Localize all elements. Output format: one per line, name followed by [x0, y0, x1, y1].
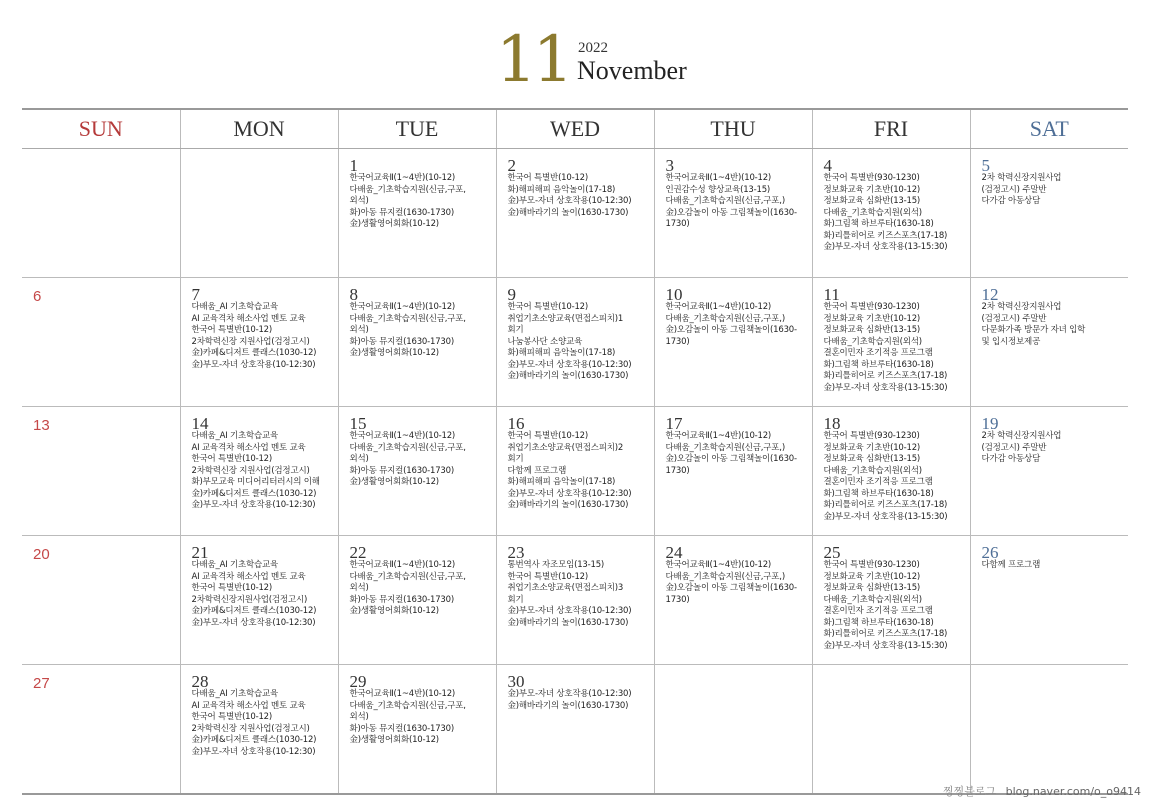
day-number: 17 [665, 414, 683, 433]
event-item: 한국어 특별반(10-12) [191, 325, 272, 335]
event-item: 한국어교육Ⅱ(1~4반)(10-12) [665, 560, 772, 570]
event-item: 나눔봉사단 소양교육 [507, 336, 583, 347]
event-item: 화)그림책 하브루타(1630-18) [823, 617, 934, 628]
event-item: 결혼이민자 조기적응 프로그램 [823, 606, 933, 616]
event-item: 다가감 아동상담 [981, 454, 1041, 464]
day-number: 28 [191, 672, 209, 691]
day-cell [338, 536, 496, 665]
day-cell [180, 536, 338, 665]
event-item: 결혼이민자 조기적응 프로그램 [823, 348, 933, 358]
day-cell [22, 665, 180, 795]
event-item: 화)아동 뮤지컬(1630-1730) [349, 465, 454, 476]
event-item: 金)생활영어회화(10-12) [349, 606, 439, 616]
event-item: 金)부모-자녀 상호작용(10-12:30) [507, 606, 632, 616]
event-item: 정보화교육 심화반(13-15) [823, 196, 921, 206]
event-item: 金)생활영어회화(10-12) [349, 219, 439, 229]
day-cell [22, 149, 180, 278]
day-cell [654, 536, 812, 665]
day-number: 8 [349, 285, 358, 304]
day-number: 13 [33, 417, 50, 434]
event-item: 金)생활영어회화(10-12) [349, 477, 439, 487]
event-item: 다배움_기초학습지원(외석) [823, 465, 922, 476]
event-item: 金)부모-자녀 상호작용(10-12:30) [191, 746, 316, 757]
event-item: 金)카페&디저트 클래스(1030-12) [191, 488, 317, 499]
event-item: 다배움_AI 기초학습교육 [191, 431, 279, 441]
event-item: 金)오감놀이 아동 그림책놀이(1630-1730) [665, 325, 797, 347]
event-item: 2차 학력신장지원사업 (검정고시) 주말반 [981, 173, 1062, 195]
weekday-sun: SUN [22, 109, 180, 149]
day-cell [180, 278, 338, 407]
event-item: 인권감수성 향상교육(13-15) [665, 184, 771, 195]
event-item: 한국어 특별반(10-12) [507, 173, 588, 183]
event-item: 다문화가족 방문가 자녀 입학 및 입시정보제공 [981, 325, 1086, 347]
weekday-sat: SAT [970, 109, 1128, 149]
event-item: AI 교육격차 해소사업 멘토 교육 [191, 571, 306, 582]
event-item: 결혼이민자 조기적응 프로그램 [823, 477, 933, 487]
event-item: 정보화교육 심화반(13-15) [823, 583, 921, 593]
event-item: 화)아동 뮤지컬(1630-1730) [349, 723, 454, 734]
month-number: 11 [496, 23, 570, 97]
footer-brand: 찡찡블로그 [942, 785, 997, 798]
event-item: 金)해바라기의 놀이(1630-1730) [507, 500, 629, 510]
day-cell [970, 665, 1128, 795]
calendar-grid [22, 108, 1128, 795]
day-cell [812, 665, 970, 795]
event-item: 다배움_기초학습지원(신금,구포, 외석) [349, 313, 466, 335]
event-item: 한국어교육Ⅱ(1~4반)(10-12) [665, 302, 772, 312]
event-item: 한국어 특별반(10-12) [507, 302, 588, 312]
event-item: 한국어 특별반(10-12) [507, 431, 588, 441]
day-number: 27 [33, 675, 50, 692]
day-cell [338, 407, 496, 536]
weekday-thu: THU [654, 109, 812, 149]
event-item: 金)부모-자녀 상호작용(13-15:30) [823, 382, 948, 393]
day-number: 15 [349, 414, 367, 433]
week-row [22, 149, 1128, 278]
day-number: 22 [349, 543, 367, 562]
event-item: 화)리틀히어로 키즈스포츠(17-18) [823, 500, 948, 510]
event-item: 정보화교육 심화반(13-15) [823, 325, 921, 335]
day-cell [812, 407, 970, 536]
day-number: 19 [981, 414, 999, 433]
event-item: 다가감 아동상담 [981, 196, 1041, 206]
event-item: 한국어 특별반(10-12) [507, 571, 588, 582]
event-item: 다배움_AI 기초학습교육 [191, 560, 279, 570]
week-row [22, 407, 1128, 536]
event-item: 다배움_기초학습지원(신금,구포,) [665, 313, 785, 324]
day-number: 16 [507, 414, 525, 433]
event-item: 金)생활영어회화(10-12) [349, 348, 439, 358]
event-item: 2차 학력신장지원사업 (검정고시) 주말반 [981, 302, 1062, 324]
event-item: 金)부모-자녀 상호작용(10-12:30) [507, 196, 632, 206]
event-item: 金)카페&디저트 클래스(1030-12) [191, 735, 317, 745]
event-item: 다배움_기초학습지원(외석) [823, 336, 922, 347]
event-item: 한국어교육Ⅱ(1~4반)(10-12) [349, 689, 456, 699]
day-number: 25 [823, 543, 841, 562]
day-number: 10 [665, 285, 683, 304]
event-item: 화)리틀히어로 키즈스포츠(17-18) [823, 230, 948, 241]
event-item: 金)해바라기의 놀이(1630-1730) [507, 207, 629, 218]
weekday-mon: MON [180, 109, 338, 149]
event-item: 화)아동 뮤지컬(1630-1730) [349, 336, 454, 347]
event-item: 金)카페&디저트 클래스(1030-12) [191, 606, 317, 616]
day-cell [496, 665, 654, 795]
day-number: 24 [665, 543, 683, 562]
event-item: 한국어교육Ⅱ(1~4반)(10-12) [349, 431, 456, 441]
day-cell [654, 149, 812, 278]
event-item: 다배움_기초학습지원(외석) [823, 594, 922, 605]
calendar-header [0, 23, 1165, 98]
event-item: 2차학력신장 지원사업(검정고시) [191, 336, 310, 347]
day-number: 5 [981, 156, 990, 175]
day-cell [338, 665, 496, 795]
event-item: 한국어교육Ⅱ(1~4반)(10-12) [665, 431, 772, 441]
event-item: 金)부모-자녀 상호작용(13-15:30) [823, 640, 948, 651]
day-cell [22, 278, 180, 407]
event-item: 화)아동 뮤지컬(1630-1730) [349, 207, 454, 218]
event-item: 金)부모-자녀 상호작용(10-12:30) [191, 500, 316, 510]
event-item: 다배움_기초학습지원(신금,구포, 외석) [349, 184, 466, 206]
month-name: November [577, 56, 687, 85]
event-item: 화)그림책 하브루타(1630-18) [823, 359, 934, 370]
day-cell [496, 149, 654, 278]
event-item: 화)아동 뮤지컬(1630-1730) [349, 594, 454, 605]
event-item: 한국어교육Ⅱ(1~4반)(10-12) [665, 173, 772, 183]
event-item: 한국어 특별반(930-1230) [823, 173, 920, 183]
event-item: 정보화교육 기초반(10-12) [823, 313, 921, 324]
event-item: 金)오감놀이 아동 그림책놀이(1630-1730) [665, 207, 797, 229]
day-number: 29 [349, 672, 367, 691]
day-cell [654, 665, 812, 795]
event-item: 정보화교육 기초반(10-12) [823, 571, 921, 582]
event-item: 한국어 특별반(10-12) [191, 712, 272, 722]
year-label: 2022 [578, 40, 608, 56]
event-item: 金)오감놀이 아동 그림책놀이(1630-1730) [665, 583, 797, 605]
event-item: AI 교육격차 해소사업 멘토 교육 [191, 313, 306, 324]
event-item: 다배움_AI 기초학습교육 [191, 689, 279, 699]
day-cell [180, 149, 338, 278]
day-number: 11 [823, 285, 840, 304]
day-cell [496, 536, 654, 665]
event-item: 한국어 특별반(930-1230) [823, 302, 920, 312]
event-item: 한국어 특별반(930-1230) [823, 431, 920, 441]
event-item: 취업기초소양교육(면접스피치)2 회기 [507, 442, 624, 464]
event-item: 통번역사 자조모임(13-15) [507, 560, 605, 570]
event-item: 2차학력신장 지원사업(검정고시) [191, 723, 310, 734]
day-cell [812, 536, 970, 665]
event-item: 다배움_기초학습지원(신금,구포,) [665, 571, 785, 582]
event-item: 한국어교육Ⅱ(1~4반)(10-12) [349, 560, 456, 570]
weekday-fri: FRI [812, 109, 970, 149]
event-item: 金)해바라기의 놀이(1630-1730) [507, 371, 629, 381]
event-item: 金)부모-자녀 상호작용(10-12:30) [191, 359, 316, 370]
event-item: 金)부모-자녀 상호작용(10-12:30) [507, 359, 632, 370]
day-cell [180, 407, 338, 536]
event-item: 정보화교육 심화반(13-15) [823, 454, 921, 464]
day-cell [496, 407, 654, 536]
event-item: 金)오감놀이 아동 그림책놀이(1630-1730) [665, 454, 797, 476]
week-row [22, 278, 1128, 407]
event-item: 2차 학력신장지원사업 (검정고시) 주말반 [981, 431, 1062, 453]
event-item: 화)그림책 하브루타(1630-18) [823, 488, 934, 499]
event-item: 화)그림책 하브루타(1630-18) [823, 219, 934, 229]
day-number: 12 [981, 285, 999, 304]
day-cell [970, 278, 1128, 407]
event-item: 金)부모-자녀 상호작용(10-12:30) [507, 689, 632, 699]
day-number: 14 [191, 414, 209, 433]
week-row [22, 665, 1128, 795]
event-item: 金)부모-자녀 상호작용(13-15:30) [823, 511, 948, 522]
day-cell [22, 536, 180, 665]
event-item: 金)부모-자녀 상호작용(10-12:30) [191, 617, 316, 628]
event-item: 다배움_AI 기초학습교육 [191, 302, 279, 312]
day-cell [970, 407, 1128, 536]
event-item: 취업기초소양교육(면접스피치)1 회기 [507, 313, 624, 335]
event-item: 金)부모-자녀 상호작용(10-12:30) [507, 488, 632, 499]
event-item: 다함께 프로그램 [507, 465, 567, 476]
day-number: 7 [191, 285, 200, 304]
day-cell [654, 407, 812, 536]
event-item: 한국어 특별반(10-12) [191, 583, 272, 593]
event-item: 화)해피해피 음악놀이(17-18) [507, 348, 616, 358]
day-cell [338, 149, 496, 278]
day-number: 30 [507, 672, 525, 691]
event-item: 다배움_기초학습지원(신금,구포, 외석) [349, 442, 466, 464]
footer-url: blog.naver.com/o_o9414 [1005, 785, 1141, 798]
event-item: 2차학력신장지원사업(검정고시) [191, 594, 308, 605]
event-item: 화)부모교육 미디어리터러시의 이해 [191, 477, 320, 487]
event-item: 金)해바라기의 놀이(1630-1730) [507, 700, 629, 711]
day-cell [812, 278, 970, 407]
event-item: 다배움_기초학습지원(신금,구포, 외석) [349, 700, 466, 722]
day-cell [22, 407, 180, 536]
event-item: 다배움_기초학습지원(신금,구포,) [665, 196, 785, 206]
day-number: 9 [507, 285, 516, 304]
event-item: 한국어 특별반(930-1230) [823, 560, 920, 570]
day-cell [812, 149, 970, 278]
event-item: 다배움_기초학습지원(신금,구포, 외석) [349, 571, 466, 593]
event-item: AI 교육격차 해소사업 멘토 교육 [191, 700, 306, 711]
event-item: 2차학력신장 지원사업(검정고시) [191, 465, 310, 476]
event-item: 金)카페&디저트 클래스(1030-12) [191, 348, 317, 358]
event-item: 다배움_기초학습지원(신금,구포,) [665, 442, 785, 453]
event-item: 화)리틀히어로 키즈스포츠(17-18) [823, 371, 948, 381]
day-cell [180, 665, 338, 795]
event-item: AI 교육격차 해소사업 멘토 교육 [191, 442, 306, 453]
day-number: 1 [349, 156, 358, 175]
day-number: 21 [191, 543, 209, 562]
event-item: 한국어교육Ⅱ(1~4반)(10-12) [349, 302, 456, 312]
event-item: 다배움_기초학습지원(외석) [823, 207, 922, 218]
day-cell [970, 149, 1128, 278]
day-number: 20 [33, 546, 50, 563]
event-item: 화)해피해피 음악놀이(17-18) [507, 184, 616, 195]
day-cell [338, 278, 496, 407]
event-item: 金)부모-자녀 상호작용(13-15:30) [823, 242, 948, 252]
event-item: 다함께 프로그램 [981, 560, 1041, 570]
day-number: 4 [823, 156, 832, 175]
weekday-tue: TUE [338, 109, 496, 149]
event-item: 화)리틀히어로 키즈스포츠(17-18) [823, 629, 948, 639]
footer-credit [943, 783, 1141, 799]
event-item: 金)해바라기의 놀이(1630-1730) [507, 617, 629, 628]
event-item: 정보화교육 기초반(10-12) [823, 184, 921, 195]
day-number: 2 [507, 156, 516, 175]
weekday-header-row [22, 109, 1128, 149]
event-item: 한국어 특별반(10-12) [191, 454, 272, 464]
day-number: 23 [507, 543, 525, 562]
day-cell [970, 536, 1128, 665]
day-cell [654, 278, 812, 407]
day-number: 26 [981, 543, 999, 562]
day-number: 6 [33, 288, 42, 305]
event-item: 화)해피해피 음악놀이(17-18) [507, 477, 616, 487]
event-item: 한국어교육Ⅱ(1~4반)(10-12) [349, 173, 456, 183]
weekday-wed: WED [496, 109, 654, 149]
event-item: 취업기초소양교육(면접스피치)3 회기 [507, 583, 624, 605]
day-cell [496, 278, 654, 407]
event-item: 金)생활영어회화(10-12) [349, 735, 439, 745]
day-number: 3 [665, 156, 674, 175]
event-item: 정보화교육 기초반(10-12) [823, 442, 921, 453]
week-row [22, 536, 1128, 665]
day-number: 18 [823, 414, 841, 433]
